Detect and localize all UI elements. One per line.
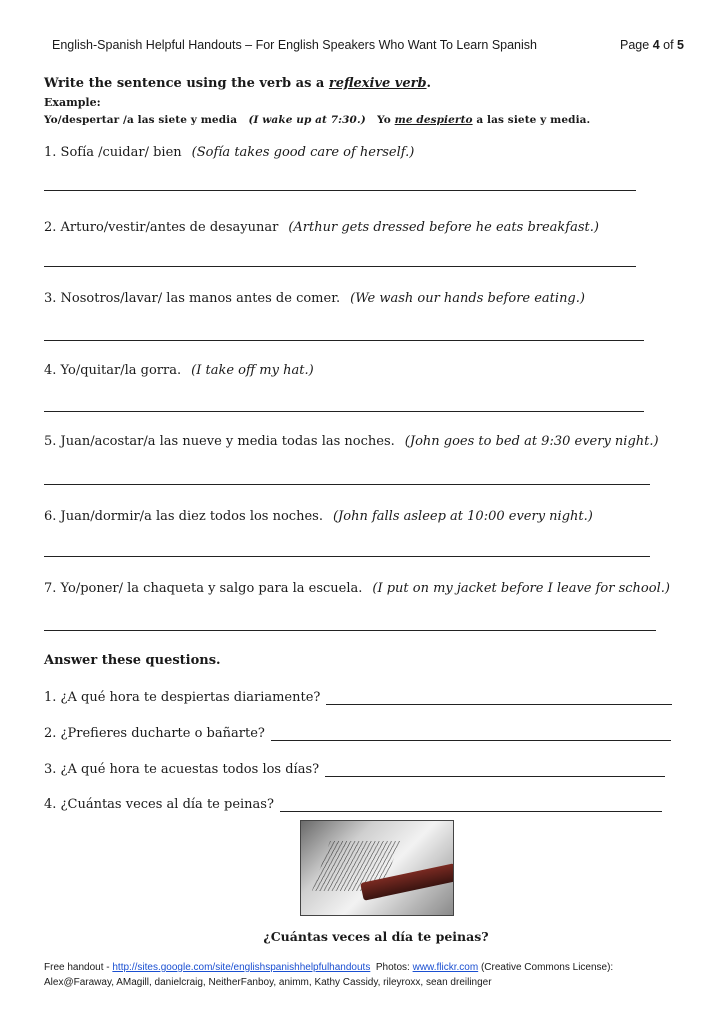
photo-caption: ¿Cuántas veces al día te peinas? <box>263 929 489 944</box>
exercise-translation: (John goes to bed at 9:30 every night.) <box>404 434 659 449</box>
exercise-prompt: 1. Sofía /cuidar/ bien <box>44 145 182 160</box>
hairbrush-photo <box>300 820 454 916</box>
answer-line-5[interactable] <box>44 484 650 485</box>
exercise-prompt: 6. Juan/dormir/a las diez todos los noches. <box>44 509 323 524</box>
instructions-suffix: . <box>426 76 432 91</box>
exercise-6 <box>44 509 593 524</box>
exercise-7 <box>44 581 670 596</box>
question-3 <box>44 762 665 777</box>
exercise-prompt: 3. Nosotros/lavar/ las manos antes de comer. <box>44 291 341 306</box>
example-prompt: Yo/despertar /a las siete y media <box>44 114 238 126</box>
instructions <box>44 76 431 91</box>
answer-line-1[interactable] <box>44 190 636 191</box>
answer-line-6[interactable] <box>44 556 650 557</box>
exercise-translation: (John falls asleep at 10:00 every night.) <box>332 509 593 524</box>
exercise-translation: (I put on my jacket before I leave for school.) <box>372 581 670 596</box>
header-title: English-Spanish Helpful Handouts – For English Speakers Who Want To Learn Spanish <box>52 38 537 52</box>
question-2 <box>44 726 671 741</box>
footer-prefix: Free handout - <box>44 962 113 973</box>
footer-line-1 <box>44 960 613 975</box>
answer-line-7[interactable] <box>44 630 656 631</box>
question-text: 2. ¿Prefieres ducharte o bañarte? <box>44 726 265 741</box>
footer-credits: Alex@Faraway, AMagill, danielcraig, NeitherFanboy, animm, Kathy Cassidy, rileyroxx, sean dreilinger <box>44 977 492 988</box>
exercise-translation: (I take off my hat.) <box>191 363 314 378</box>
question-4 <box>44 797 662 812</box>
example-line <box>44 114 590 126</box>
license-text: (Creative Commons License): <box>480 962 614 973</box>
example-label: Example: <box>44 96 101 109</box>
exercise-prompt: 7. Yo/poner/ la chaqueta y salgo para la escuela. <box>44 581 363 596</box>
answer-line-2[interactable] <box>44 266 636 267</box>
page-word: Page <box>620 38 650 52</box>
page-total: 5 <box>677 38 684 52</box>
questions-title: Answer these questions. <box>44 653 221 668</box>
exercise-translation: (We wash our hands before eating.) <box>350 291 585 306</box>
example-translation: (I wake up at 7:30.) <box>248 114 366 126</box>
answer-blank[interactable] <box>271 728 671 741</box>
exercise-5 <box>44 434 659 449</box>
exercise-2 <box>44 220 599 235</box>
answer-blank[interactable] <box>325 764 665 777</box>
exercise-prompt: 4. Yo/quitar/la gorra. <box>44 363 182 378</box>
exercise-prompt: 2. Arturo/vestir/antes de desayunar <box>44 220 279 235</box>
instructions-emphasis: reflexive verb <box>328 76 427 91</box>
page-footer <box>44 960 613 990</box>
question-text: 1. ¿A qué hora te despiertas diariamente? <box>44 690 321 705</box>
exercise-4 <box>44 363 314 378</box>
answer-line-3[interactable] <box>44 340 644 341</box>
of-word: of <box>663 38 674 52</box>
exercise-3 <box>44 291 585 306</box>
question-1 <box>44 690 672 705</box>
page-number: 4 <box>652 38 660 52</box>
photos-label: Photos: <box>375 962 413 973</box>
answer-blank[interactable] <box>280 799 662 812</box>
site-link[interactable]: http://sites.google.com/site/englishspanishhelpfulhandouts <box>112 962 371 973</box>
example-answer-rest: a las siete y media. <box>476 114 591 126</box>
example-answer-verb: me despierto <box>394 114 473 126</box>
exercise-translation: (Arthur gets dressed before he eats breakfast.) <box>288 220 599 235</box>
instructions-prefix: Write the sentence using the verb as a <box>44 76 329 91</box>
page-counter <box>620 38 684 52</box>
exercise-prompt: 5. Juan/acostar/a las nueve y media todas las noches. <box>44 434 395 449</box>
example-answer-prefix: Yo <box>377 114 391 126</box>
answer-blank[interactable] <box>326 692 672 705</box>
exercise-translation: (Sofía takes good care of herself.) <box>191 145 415 160</box>
answer-line-4[interactable] <box>44 411 644 412</box>
question-text: 3. ¿A qué hora te acuestas todos los días? <box>44 762 320 777</box>
page-header <box>52 38 684 52</box>
flickr-link[interactable]: www.flickr.com <box>412 962 479 973</box>
question-text: 4. ¿Cuántas veces al día te peinas? <box>44 797 274 812</box>
exercise-1 <box>44 145 414 160</box>
